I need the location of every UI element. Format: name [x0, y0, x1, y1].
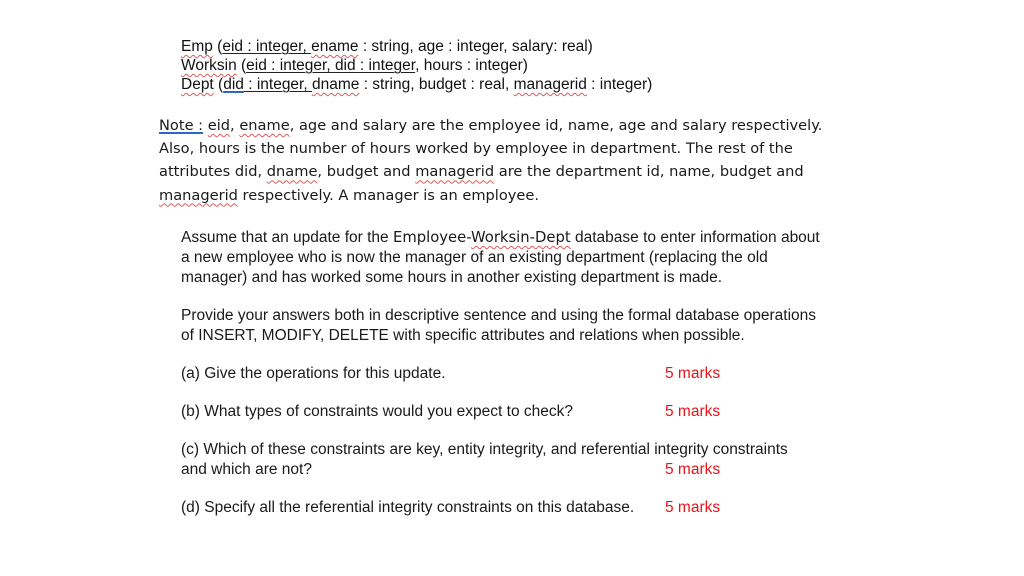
note-word: dname: [266, 163, 318, 181]
question-text: (d) Specify all the referential integrity constraints on this database.: [181, 499, 635, 516]
provide-paragraph: [181, 306, 816, 346]
marks-b: 5 marks: [665, 403, 721, 420]
attr-managerid: managerid: [513, 76, 587, 93]
question-text: (a) Give the operations for this update.: [181, 365, 446, 382]
relation-name-dept: Dept: [181, 76, 214, 93]
question-d: [181, 498, 634, 518]
question-text: (c) Which of these constraints are key, entity integrity, and referential integrity constraints: [181, 441, 788, 458]
relation-name-emp: Emp: [181, 38, 213, 55]
schema-text: (: [236, 57, 247, 74]
schema-text: : string, budget : real,: [359, 76, 514, 93]
schema-text: : integer): [586, 76, 653, 93]
provide-text: of INSERT, MODIFY, DELETE with specific attributes and relations when possible.: [181, 327, 745, 344]
provide-line: [181, 306, 816, 326]
provide-line: [181, 326, 816, 346]
assume-text: Employee-: [392, 229, 471, 246]
assume-word: Worksin-Dept: [471, 229, 571, 246]
attr-did: did: [334, 57, 356, 74]
note-text: , age and salary are the employee id, name, age and salary respectively.: [289, 117, 823, 134]
note-label: Note :: [159, 117, 204, 134]
schema-text: , hours : integer): [415, 57, 528, 74]
note-word: managerid: [415, 163, 495, 181]
question-text: (b) What types of constraints would you expect to check?: [181, 403, 573, 420]
note-text: Also, hours is the number of hours worked by employee in department. The rest of the: [159, 140, 793, 158]
note-word: eid: [207, 117, 231, 134]
schema-block: [181, 37, 652, 94]
note-word: ename: [239, 117, 290, 134]
question-text: and which are not?: [181, 461, 312, 478]
marks-d: 5 marks: [665, 499, 721, 516]
relation-name-worksin: Worksin: [181, 57, 237, 74]
note-line: [159, 184, 819, 207]
assume-text: database to enter information about: [570, 229, 820, 246]
assume-paragraph: [181, 228, 820, 288]
note-text: , budget and: [317, 163, 416, 181]
attr-dname: dname: [311, 76, 360, 93]
note-line: [159, 137, 819, 160]
question-b: [181, 402, 573, 422]
note-text: attributes did,: [159, 163, 267, 181]
assume-line: [181, 228, 820, 248]
note-word: managerid: [159, 186, 238, 204]
marks-a: 5 marks: [665, 365, 721, 382]
note-line: [159, 114, 823, 137]
attr-eid: eid: [246, 57, 267, 74]
schema-text: : integer: [355, 57, 416, 74]
schema-text: : integer,: [266, 57, 335, 74]
schema-text: : integer,: [243, 76, 312, 93]
note-text: respectively. A manager is an employee.: [237, 186, 540, 204]
schema-text: (: [213, 76, 224, 93]
marks-c: 5 marks: [665, 461, 721, 478]
note-text: ,: [230, 117, 240, 134]
attr-did: did: [223, 76, 244, 93]
assume-line: [181, 268, 820, 288]
note-line: [159, 160, 819, 183]
assume-text: manager) and has worked some hours in another existing department is made.: [181, 269, 723, 286]
schema-dept: [181, 75, 652, 94]
attr-ename: ename: [311, 38, 359, 55]
attr-eid: eid: [222, 38, 244, 55]
schema-text: (: [212, 38, 223, 55]
schema-text: : integer,: [243, 38, 312, 55]
note-text: are the department id, name, budget and: [494, 163, 804, 181]
schema-emp: [181, 37, 652, 56]
schema-text: : string, age : integer, salary: real): [358, 38, 593, 55]
schema-worksin: [181, 56, 652, 75]
assume-text: a new employee who is now the manager of an existing department (replacing the old: [181, 249, 768, 266]
assume-line: [181, 248, 820, 268]
provide-text: Provide your answers both in descriptive sentence and using the formal database operations: [181, 307, 817, 324]
question-a: [181, 364, 446, 384]
assume-text: Assume that an update for the: [181, 229, 393, 246]
note-paragraph: [159, 114, 823, 207]
